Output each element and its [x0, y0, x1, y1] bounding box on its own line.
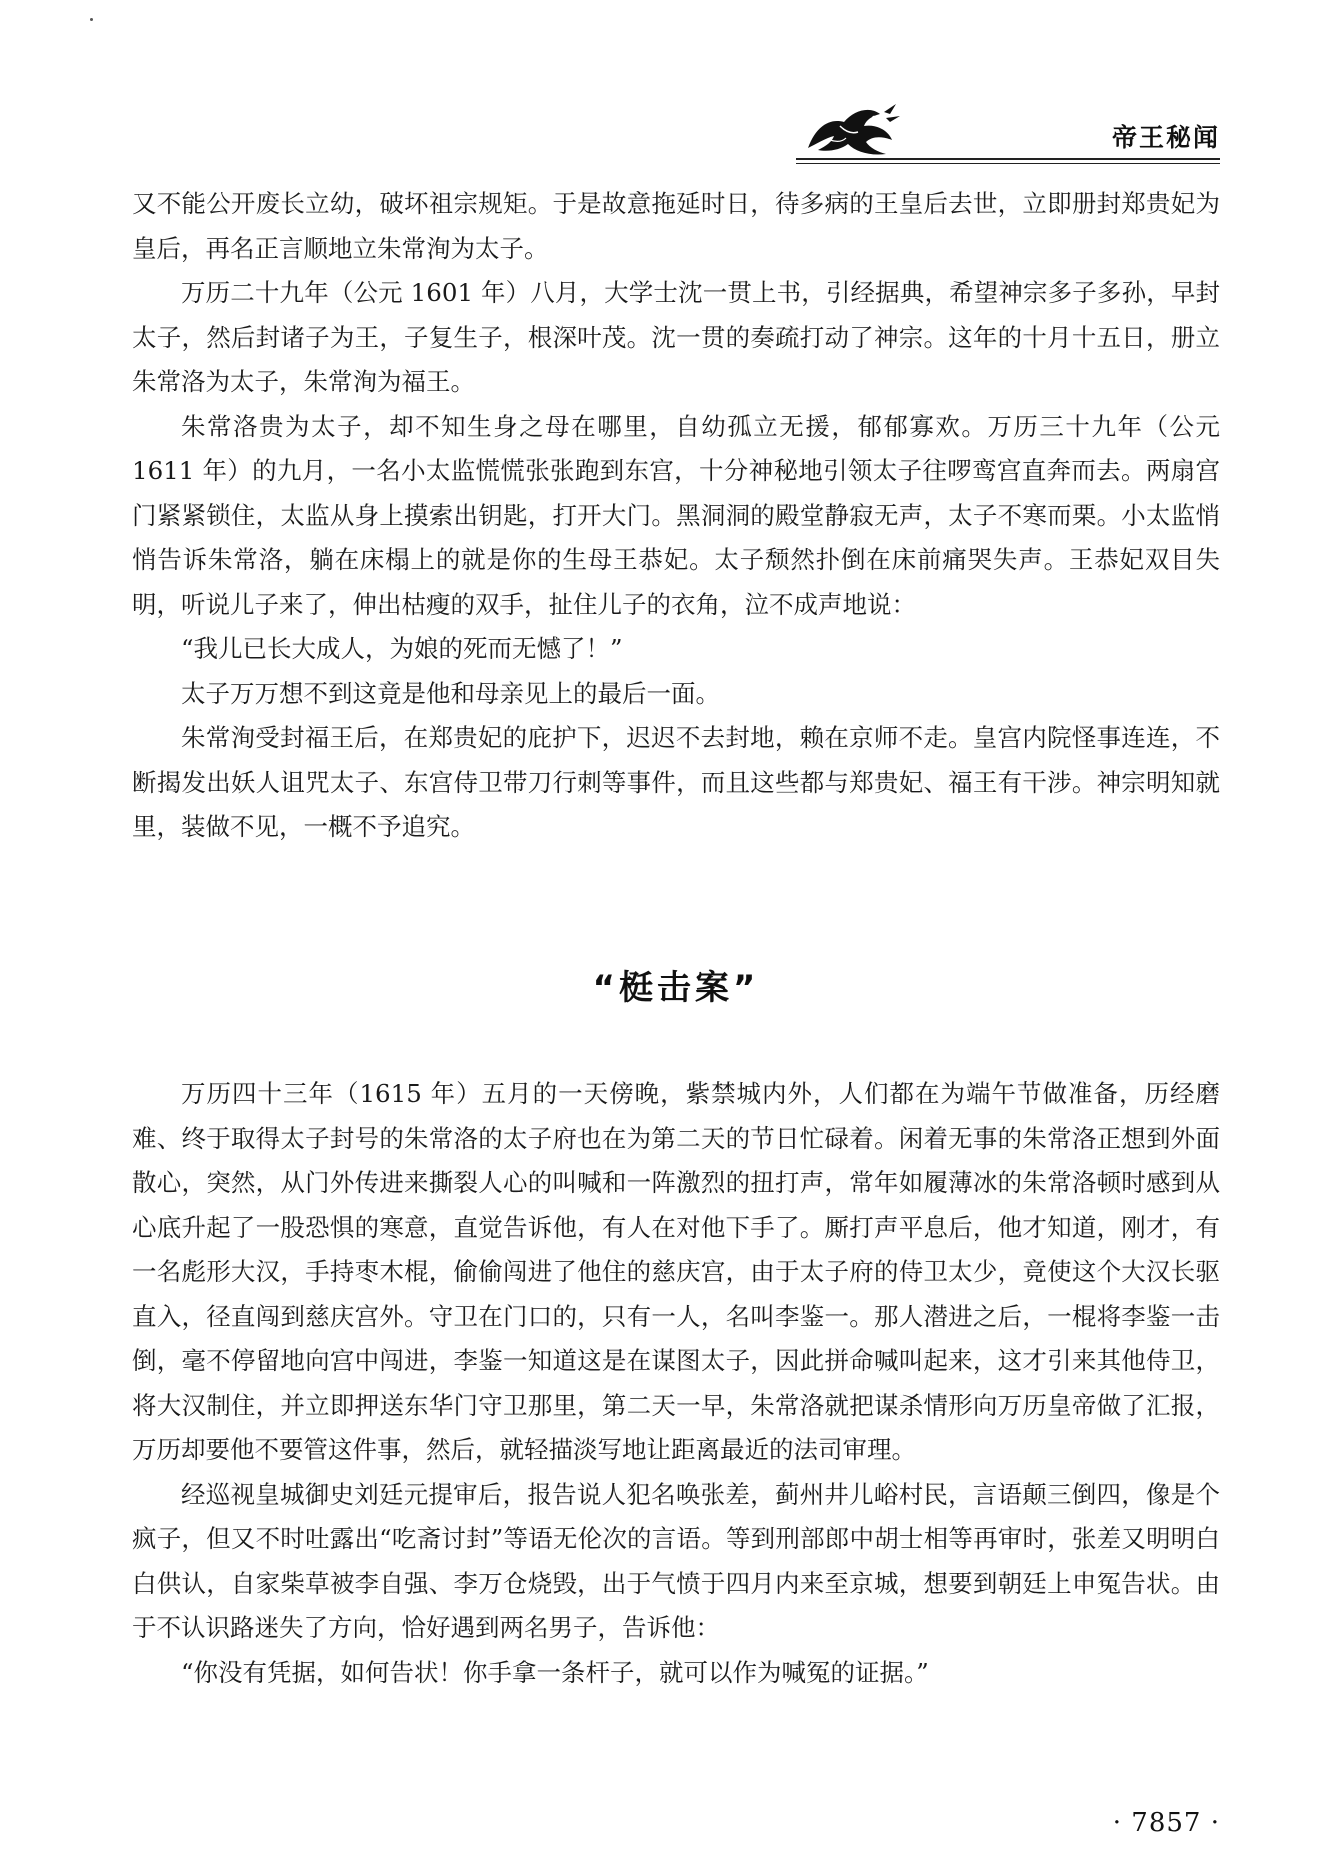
page-body: [132, 182, 1220, 850]
page-header: [796, 96, 1220, 166]
paragraph: 万历二十九年（公元 1601 年）八月，大学士沈一贯上书，引经据典，希望神宗多子多孙，早封太子，然后封诸子为王，子复生子，根深叶茂。沈一贯的奏疏打动了神宗。这年的十月十五日，册立朱常洛为太子，朱常洵为福王。: [132, 278, 1220, 396]
paragraph: 朱常洵受封福王后，在郑贵妃的庇护下，迟迟不去封地，赖在京师不走。皇宫内院怪事连连，不断揭发出妖人诅咒太子、东宫侍卫带刀行刺等事件，而且这些都与郑贵妃、福王有干涉。神宗明知就里，装做不见，一概不予追究。: [132, 723, 1220, 841]
header-rule: [796, 158, 1220, 164]
paragraph: 万历四十三年（1615 年）五月的一天傍晚，紫禁城内外，人们都在为端午节做准备，历经磨难、终于取得太子封号的朱常洛的太子府也在为第二天的节日忙碌着。闲着无事的朱常洛正想到外面散心，突然，从门外传进来撕裂人心的叫喊和一阵激烈的扭打声，常年如履薄冰的朱常洛顿时感到从心底升起了一股恐惧的寒意，直觉告诉他，有人在对他下手了。厮打声平息后，他才知道，刚才，有一名彪形大汉，手持枣木棍，偷偷闯进了他住的慈庆宫，由于太子府的侍卫太少，竟使这个大汉长驱直入，径直闯到慈庆宫外。守卫在门口的，只有一人，名叫李鉴一。那人潜进之后，一棍将李鉴一击倒，毫不停留地向宫中闯进，李鉴一知道这是在谋图太子，因此拼命喊叫起来，这才引来其他侍卫，将大汉制住，并立即押送东华门守卫那里，第二天一早，朱常洛就把谋杀情形向万历皇帝做了汇报，万历却要他不要管这件事，然后，就轻描淡写地让距离最近的法司审理。: [132, 1079, 1220, 1464]
quote-paragraph: “你没有凭据，如何告状！你手拿一条杆子，就可以作为喊冤的证据。”: [181, 1657, 929, 1687]
quote-paragraph: “我儿已长大成人，为娘的死而无憾了！”: [181, 634, 623, 663]
book-title: 帝王秘闻: [1111, 123, 1220, 152]
paragraph: 朱常洛贵为太子，却不知生身之母在哪里，自幼孤立无援，郁郁寡欢。万历三十九年（公元 1611 年）的九月，一名小太监慌慌张张跑到东宫，十分神秘地引领太子往啰鸾宫直奔而去。两扇宫门紧紧锁住，太监从身上摸索出钥匙，打开大门。黑洞洞的殿堂静寂无声，太子不寒而栗。小太监悄悄告诉朱常洛，躺在床榻上的就是你的生母王恭妃。太子颓然扑倒在床前痛哭失声。王恭妃双目失明，听说儿子来了，伸出枯瘦的双手，扯住儿子的衣角，泣不成声地说：: [132, 411, 1220, 619]
scan-speck: [90, 18, 93, 21]
section-body: [132, 1072, 1220, 1695]
paragraph: 经巡视皇城御史刘廷元提审后，报告说人犯名唤张差，蓟州井儿峪村民，言语颠三倒四，像是个疯子，但又不时吐露出“吃斋讨封”等语无伦次的言语。等到刑部郎中胡士相等再审时，张差又明明白白供认，自家柴草被李自强、李万仓烧毁，出于气愤于四月内来至京城，想要到朝廷上申冤告状。由于不认识路迷失了方向，恰好遇到两名男子，告诉他：: [132, 1479, 1220, 1642]
paragraph: 太子万万想不到这竟是他和母亲见上的最后一面。: [181, 678, 720, 708]
dragon-icon: [800, 96, 910, 160]
section-title: “梃击案”: [592, 968, 760, 1008]
paragraph: 又不能公开废长立幼，破坏祖宗规矩。于是故意拖延时日，待多病的王皇后去世，立即册封郑贵妃为皇后，再名正言顺地立朱常洵为太子。: [132, 189, 1220, 263]
page-number: · 7857 ·: [1112, 1808, 1220, 1838]
